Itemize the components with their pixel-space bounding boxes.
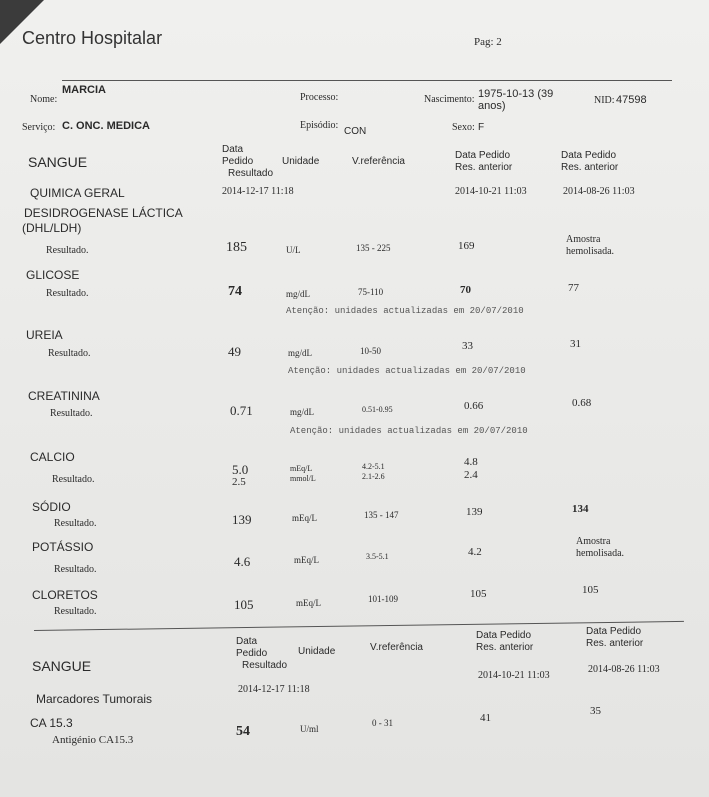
ldh-prev2-a: Amostra [566,234,601,245]
calcio-unit-mmol: mmol/L [290,474,316,483]
episodio-value: CON [344,126,367,137]
potassio-prev1: 4.2 [468,546,482,558]
section1-col-resultado: Resultado [228,168,274,179]
glicose-ref: 75-110 [358,287,384,297]
potassio-prev2-a: Amostra [576,536,611,547]
ca153-value: 54 [236,724,250,739]
calcio-result-label: Resultado. [52,474,95,485]
cloretos-name: CLORETOS [32,588,98,602]
section2-col-prev1-date: Data Pedido [476,630,532,641]
creatinina-name: CREATININA [28,389,100,403]
potassio-ref: 3.5-5.1 [366,552,389,561]
sodio-ref: 135 - 147 [364,510,399,520]
ca153-ref: 0 - 31 [372,718,393,728]
ldh-prev1: 169 [458,240,475,252]
section2-col-vref: V.referência [370,642,423,653]
nid-label: NID: [594,95,615,106]
nome-label: Nome: [30,94,58,105]
ureia-prev1: 33 [462,340,473,352]
cloretos-prev2: 105 [582,584,599,596]
ldh-value: 185 [226,240,247,255]
nid-value: 47598 [616,94,647,106]
section2-col-prev2-res: Res. anterior [586,638,644,649]
section2-col-pedido: Pedido [236,648,268,659]
ureia-result-label: Resultado. [48,348,91,359]
creatinina-result-label: Resultado. [50,408,93,419]
page-number: Pag: 2 [474,36,502,48]
episodio-label: Episódio: [300,120,339,131]
sodio-result-label: Resultado. [54,518,97,529]
section1-title: SANGUE [28,154,88,170]
processo-label: Processo: [300,92,339,103]
ldh-name-abbr: (DHL/LDH) [22,221,82,235]
calcio-value-mmol: 2.5 [232,476,246,488]
ldh-result-label: Resultado. [46,245,89,256]
section2-col-unidade: Unidade [298,646,336,657]
glicose-unit: mg/dL [286,289,310,299]
ca153-unit: U/ml [300,724,319,734]
ureia-ref: 10-50 [360,346,381,356]
creatinina-unit: mg/dL [290,407,314,417]
section2-title: SANGUE [32,658,92,674]
creatinina-prev2: 0.68 [572,397,592,409]
section1-col-prev2-res: Res. anterior [561,162,619,173]
glicose-prev1: 70 [460,284,471,296]
potassio-result-label: Resultado. [54,564,97,575]
ldh-unit: U/L [286,245,301,255]
glicose-note: Atenção: unidades actualizadas em 20/07/2010 [286,306,524,316]
ldh-ref: 135 - 225 [356,243,391,253]
sexo-value: F [478,122,485,133]
section2-group: Marcadores Tumorais [36,692,153,706]
section1-col-vref: V.referência [352,156,405,167]
sodio-unit: mEq/L [292,513,317,523]
ureia-value: 49 [228,344,241,359]
section2-prev2-date: 2014-08-26 11:03 [588,664,660,675]
ldh-prev2-b: hemolisada. [566,246,615,257]
potassio-name: POTÁSSIO [32,540,94,554]
calcio-value-meq: 5.0 [232,462,249,477]
glicose-value: 74 [228,284,242,299]
ureia-name: UREIA [26,328,63,342]
section2-prev1-date: 2014-10-21 11:03 [478,670,550,681]
cloretos-unit: mEq/L [296,598,321,608]
hospital-name: Centro Hospitalar [22,28,163,48]
section1-col-data: Data [222,144,244,155]
potassio-value: 4.6 [234,554,251,569]
section1-col-pedido: Pedido [222,156,254,167]
sodio-prev2: 134 [572,503,589,515]
calcio-prev1-mmol: 2.4 [464,469,478,481]
ureia-unit: mg/dL [288,348,312,358]
potassio-unit: mEq/L [294,555,319,565]
nascimento-value: 1975-10-13 (39 [478,88,554,100]
section1-col-unidade: Unidade [282,156,320,167]
sodio-prev1: 139 [466,506,483,518]
servico-value: C. ONC. MEDICA [62,120,150,132]
section2-col-resultado: Resultado [242,660,288,671]
cloretos-value: 105 [234,597,254,612]
section2-col-prev1-res: Res. anterior [476,642,534,653]
ureia-note: Atenção: unidades actualizadas em 20/07/2010 [288,366,526,376]
calcio-ref-meq: 4.2-5.1 [362,462,385,471]
section1-prev2-date: 2014-08-26 11:03 [563,186,635,197]
section1-col-prev1-res: Res. anterior [455,162,513,173]
cloretos-prev1: 105 [470,588,487,600]
ldh-name: DESIDROGENASE LÁCTICA [24,206,183,220]
creatinina-prev1: 0.66 [464,400,484,412]
nascimento-age: anos) [478,100,506,112]
ca153-prev1: 41 [480,712,491,724]
section1-col-prev2-date: Data Pedido [561,150,617,161]
section1-date: 2014-12-17 11:18 [222,186,294,197]
header-divider [62,80,672,81]
sexo-label: Sexo: [452,122,475,133]
cloretos-ref: 101-109 [368,594,398,604]
section2-col-prev2-date: Data Pedido [586,626,642,637]
section1-col-prev1-date: Data Pedido [455,150,511,161]
nascimento-label: Nascimento: [424,94,475,105]
section2-col-data: Data [236,636,258,647]
glicose-prev2: 77 [568,282,579,294]
calcio-prev1-meq: 4.8 [464,456,478,468]
ca153-name: CA 15.3 [30,716,73,730]
section1-group: QUIMICA GERAL [30,186,125,200]
section2-date: 2014-12-17 11:18 [238,684,310,695]
calcio-ref-mmol: 2.1-2.6 [362,472,385,481]
calcio-unit-meq: mEq/L [290,464,313,473]
glicose-result-label: Resultado. [46,288,89,299]
ca153-prev2: 35 [590,705,601,717]
sodio-name: SÓDIO [32,500,71,514]
cloretos-result-label: Resultado. [54,606,97,617]
creatinina-value: 0.71 [230,403,253,418]
creatinina-ref: 0.51-0.95 [362,405,393,414]
section1-prev1-date: 2014-10-21 11:03 [455,186,527,197]
sodio-value: 139 [232,512,252,527]
servico-label: Serviço: [22,122,56,133]
potassio-prev2-b: hemolisada. [576,548,625,559]
patient-name: MARCIA [62,84,106,96]
glicose-name: GLICOSE [26,268,80,282]
creatinina-note: Atenção: unidades actualizadas em 20/07/2010 [290,426,528,436]
ca153-sub: Antigénio CA15.3 [52,734,134,746]
ureia-prev2: 31 [570,338,581,350]
calcio-name: CALCIO [30,450,75,464]
